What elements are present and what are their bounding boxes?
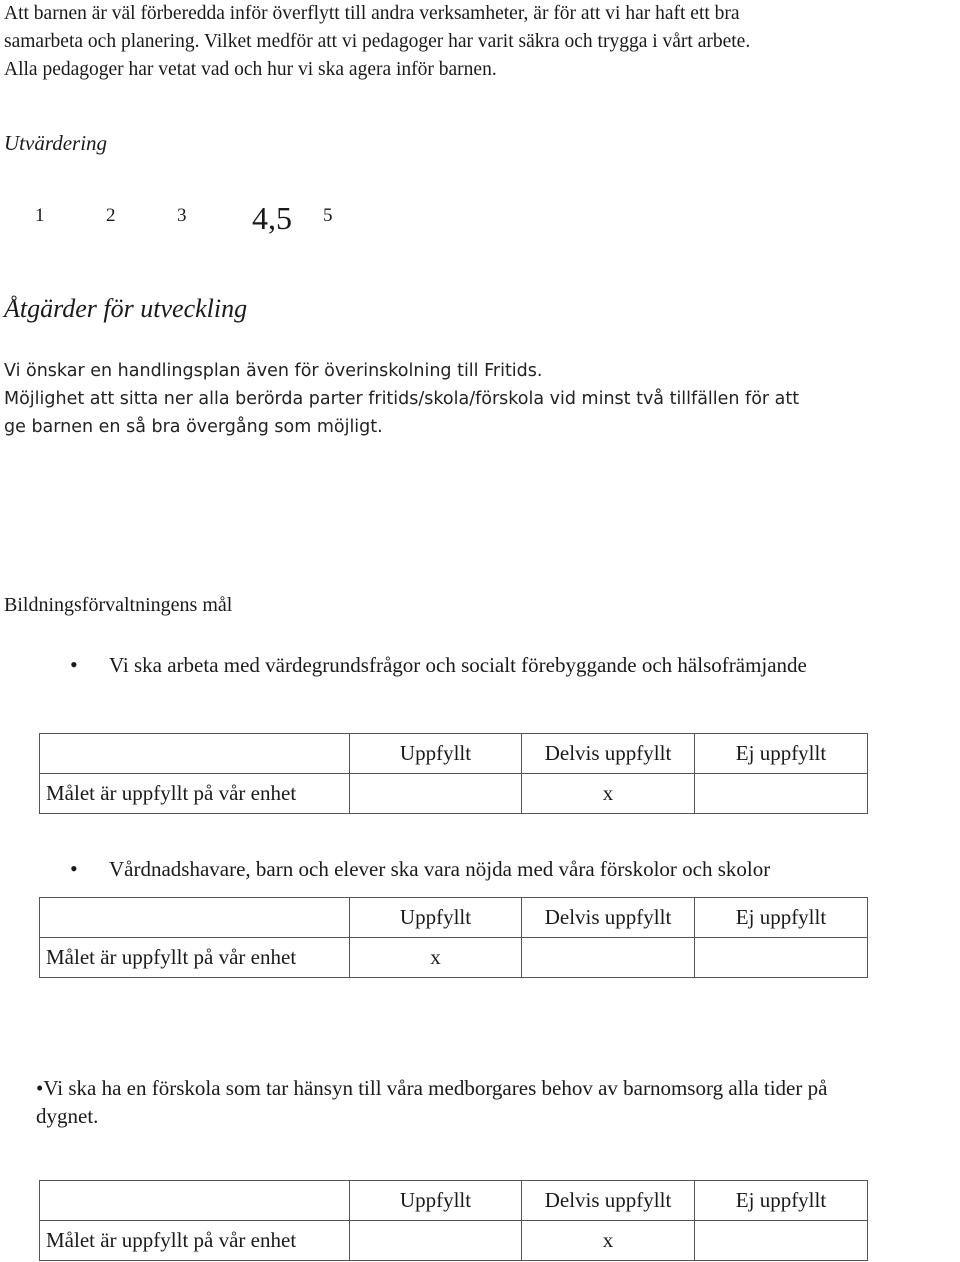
development-line: ge barnen en så bra övergång som möjligt. bbox=[4, 417, 383, 437]
table-header-cell: Uppfyllt bbox=[350, 1181, 522, 1221]
goal-text: Vårdnadshavare, barn och elever ska vara nöjda med våra förskolor och skolor bbox=[109, 857, 771, 881]
row-label: Målet är uppfyllt på vår enhet bbox=[40, 774, 350, 814]
table-header-row bbox=[40, 898, 868, 938]
table-cell: x bbox=[350, 938, 522, 978]
table-header-cell: Ej uppfyllt bbox=[695, 734, 868, 774]
bullet-icon: • bbox=[70, 856, 78, 881]
table-cell: x bbox=[522, 774, 695, 814]
development-line: Vi önskar en handlingsplan även för överinskolning till Fritids. bbox=[4, 361, 543, 381]
goal-text-line: dygnet. bbox=[36, 1104, 99, 1128]
rating-value: 5 bbox=[323, 205, 333, 226]
table-header-cell: Ej uppfyllt bbox=[695, 1181, 868, 1221]
table-row bbox=[40, 938, 868, 978]
evaluation-heading: Utvärdering bbox=[4, 131, 108, 155]
rating-value: 2 bbox=[106, 205, 116, 226]
table-header-cell: Ej uppfyllt bbox=[695, 898, 868, 938]
intro-paragraph bbox=[4, 0, 750, 84]
development-line: Möjlighet att sitta ner alla berörda parter fritids/skola/förskola vid minst två tillfällen för att bbox=[4, 389, 800, 409]
table-header-cell: Uppfyllt bbox=[350, 734, 522, 774]
table-row bbox=[40, 1221, 868, 1261]
rating-value: 3 bbox=[177, 205, 187, 226]
table-cell bbox=[522, 938, 695, 978]
row-label: Målet är uppfyllt på vår enhet bbox=[40, 938, 350, 978]
table-header-cell: Delvis uppfyllt bbox=[522, 898, 695, 938]
goal-status-table bbox=[39, 1180, 868, 1261]
table-cell bbox=[695, 774, 868, 814]
table-header-row bbox=[40, 1181, 868, 1221]
bullet-icon: • bbox=[36, 1076, 44, 1100]
goal-status-table bbox=[39, 733, 868, 814]
table-cell bbox=[350, 1221, 522, 1261]
table-header-row bbox=[40, 734, 868, 774]
development-heading: Åtgärder för utveckling bbox=[4, 294, 248, 323]
table-cell: x bbox=[522, 1221, 695, 1261]
development-paragraph bbox=[4, 357, 799, 441]
bullet-icon: • bbox=[70, 652, 78, 677]
table-header-cell: Delvis uppfyllt bbox=[522, 734, 695, 774]
goal-text: Vi ska arbeta med värdegrundsfrågor och socialt förebyggande och hälsofrämjande bbox=[109, 653, 807, 677]
table-cell bbox=[40, 898, 350, 938]
goals-title: Bildningsförvaltningens mål bbox=[4, 594, 233, 616]
row-label: Målet är uppfyllt på vår enhet bbox=[40, 1221, 350, 1261]
table-header-cell: Delvis uppfyllt bbox=[522, 1181, 695, 1221]
table-cell bbox=[40, 1181, 350, 1221]
rating-value-selected: 4,5 bbox=[252, 200, 292, 236]
goal-text-line: Vi ska ha en förskola som tar hänsyn till våra medborgares behov av barnomsorg alla tider på bbox=[43, 1076, 828, 1100]
rating-value: 1 bbox=[35, 205, 45, 226]
intro-line: Att barnen är väl förberedda inför överflytt till andra verksamheter, är för att vi har haft ett bra bbox=[4, 3, 740, 24]
table-cell bbox=[695, 938, 868, 978]
table-cell bbox=[350, 774, 522, 814]
table-row bbox=[40, 774, 868, 814]
intro-line: Alla pedagoger har vetat vad och hur vi ska agera inför barnen. bbox=[4, 59, 497, 80]
table-header-cell: Uppfyllt bbox=[350, 898, 522, 938]
goal-status-table bbox=[39, 897, 868, 978]
table-cell bbox=[695, 1221, 868, 1261]
goal-text bbox=[36, 1074, 827, 1130]
intro-line: samarbeta och planering. Vilket medför att vi pedagoger har varit säkra och trygga i vårt arbete. bbox=[4, 31, 751, 52]
table-cell bbox=[40, 734, 350, 774]
